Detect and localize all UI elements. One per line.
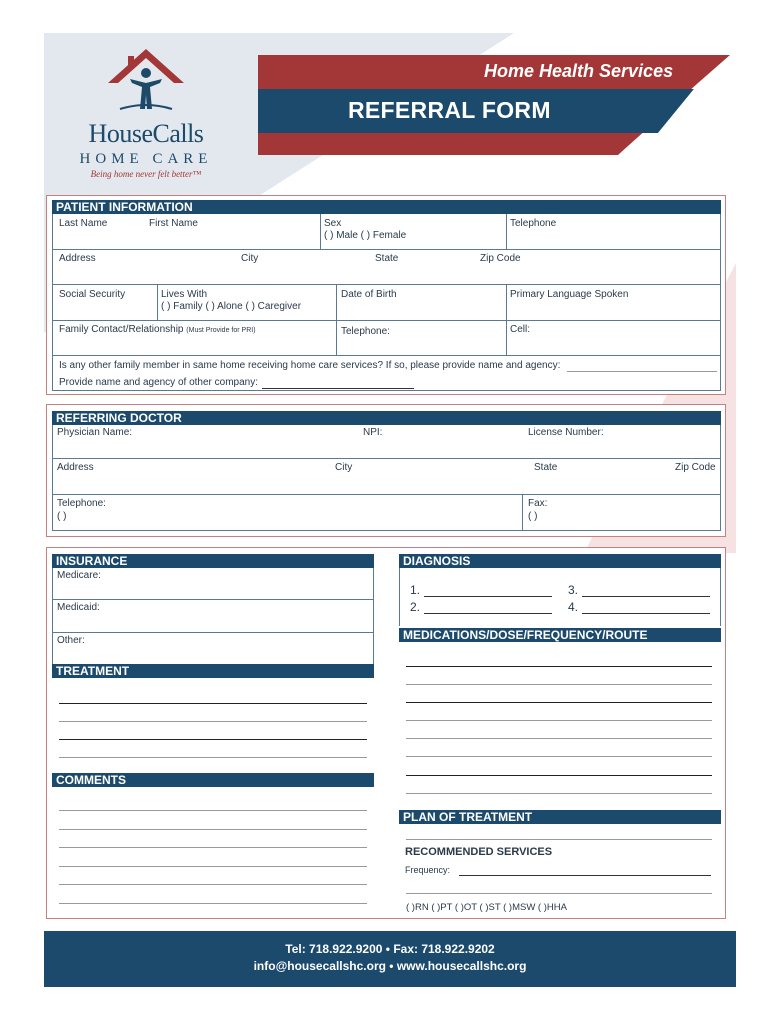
patient-grid: [52, 214, 721, 391]
treatment-line-1[interactable]: [59, 703, 367, 704]
diagnosis-4-line[interactable]: [582, 613, 710, 614]
diagnosis-heading: DIAGNOSIS: [399, 554, 721, 568]
medication-line-2[interactable]: [406, 684, 712, 685]
first-name-field[interactable]: First Name: [149, 218, 198, 229]
patient-information-heading: PATIENT INFORMATION: [52, 200, 721, 214]
comments-line-4[interactable]: [59, 866, 367, 867]
comments-line-2[interactable]: [59, 829, 367, 830]
family-contact-field[interactable]: Family Contact/Relationship (Must Provide for PRI): [59, 324, 256, 335]
lives-with-options[interactable]: ( ) Family ( ) Alone ( ) Caregiver: [161, 301, 302, 312]
medicare-field[interactable]: Medicare:: [57, 570, 101, 581]
npi-field[interactable]: NPI:: [363, 427, 383, 438]
doctor-address-field[interactable]: Address: [57, 462, 94, 473]
frequency-line[interactable]: [459, 875, 711, 876]
doctor-city-field[interactable]: City: [335, 462, 353, 473]
recommended-services-label: RECOMMENDED SERVICES: [405, 846, 553, 858]
brand-name: HouseCalls: [88, 119, 204, 148]
referring-doctor-section: [46, 404, 726, 537]
brand-subtitle: HOME CARE: [79, 151, 213, 167]
insurance-grid: [52, 568, 374, 665]
diagnosis-1[interactable]: 1.: [410, 583, 421, 597]
doctor-telephone-field[interactable]: Telephone:: [57, 498, 106, 509]
footer-phone-fax: Tel: 718.922.9200 • Fax: 718.922.9202: [285, 942, 495, 956]
medication-line-5[interactable]: [406, 738, 712, 739]
address-field[interactable]: Address: [59, 253, 96, 264]
company-logo: [66, 45, 226, 195]
physician-name-field[interactable]: Physician Name:: [57, 427, 133, 438]
medication-line-6[interactable]: [406, 756, 712, 757]
form-title: REFERRAL FORM: [348, 97, 551, 123]
comments-line-3[interactable]: [59, 847, 367, 848]
plan-line[interactable]: [406, 839, 712, 840]
sex-options[interactable]: ( ) Male ( ) Female: [324, 230, 407, 241]
footer-email-website[interactable]: info@housecallshc.org • www.housecallshc.org: [253, 959, 527, 973]
service-banner: Home Health Services: [484, 61, 674, 81]
telephone-field[interactable]: Telephone: [510, 218, 557, 229]
medications-heading: MEDICATIONS/DOSE/FREQUENCY/ROUTE: [399, 628, 721, 642]
comments-heading: COMMENTS: [52, 773, 374, 787]
insurance-heading: INSURANCE: [52, 554, 374, 568]
primary-language-field[interactable]: Primary Language Spoken: [510, 289, 629, 300]
other-family-answer-line[interactable]: [567, 371, 717, 372]
house-person-icon: [106, 45, 186, 117]
doctor-telephone-area[interactable]: ( ): [57, 511, 67, 522]
city-field[interactable]: City: [241, 253, 259, 264]
treatment-line-4[interactable]: [59, 757, 367, 758]
last-name-field[interactable]: Last Name: [59, 218, 108, 229]
frequency-field[interactable]: Frequency:: [405, 865, 451, 875]
doctor-fax-field[interactable]: Fax:: [528, 498, 548, 509]
medication-line-3[interactable]: [406, 702, 712, 703]
contact-footer: [44, 931, 736, 987]
service-checkboxes[interactable]: ( )RN ( )PT ( )OT ( )ST ( )MSW ( )HHA: [406, 902, 567, 913]
comments-line-6[interactable]: [59, 903, 367, 904]
doctor-grid: [52, 425, 721, 531]
other-family-question: Is any other family member in same home receiving home care services? If so, please provide name and agency:: [59, 360, 561, 371]
zip-field[interactable]: Zip Code: [480, 253, 521, 264]
diagnosis-1-line[interactable]: [424, 596, 552, 597]
plan-of-treatment-heading: PLAN OF TREATMENT: [399, 810, 721, 824]
cell-field[interactable]: Cell:: [510, 324, 531, 335]
referring-doctor-heading: REFERRING DOCTOR: [52, 411, 721, 425]
comments-line-5[interactable]: [59, 884, 367, 885]
doctor-fax-area[interactable]: ( ): [528, 511, 538, 522]
diagnosis-2-line[interactable]: [424, 613, 552, 614]
state-field[interactable]: State: [375, 253, 399, 264]
medicaid-field[interactable]: Medicaid:: [57, 602, 100, 613]
family-telephone-field[interactable]: Telephone:: [341, 326, 390, 337]
referral-form-page: [44, 33, 736, 995]
patient-information-section: [46, 195, 726, 395]
plan-line-2[interactable]: [406, 893, 712, 894]
diagnosis-3[interactable]: 3.: [568, 583, 579, 597]
other-company-field: Provide name and agency of other company:: [59, 377, 259, 388]
diagnosis-grid: [399, 568, 721, 626]
diagnosis-4[interactable]: 4.: [568, 600, 579, 614]
treatment-line-2[interactable]: [59, 721, 367, 722]
medication-line-7[interactable]: [406, 775, 712, 776]
social-security-field[interactable]: Social Security: [59, 289, 126, 300]
other-insurance-field[interactable]: Other:: [57, 635, 85, 646]
clinical-section: [46, 547, 726, 919]
treatment-heading: TREATMENT: [52, 664, 374, 678]
date-of-birth-field[interactable]: Date of Birth: [341, 289, 397, 300]
medication-line-1[interactable]: [406, 666, 712, 667]
brand-tagline: Being home never felt better™: [90, 169, 202, 179]
diagnosis-2[interactable]: 2.: [410, 600, 421, 614]
lives-with-field[interactable]: Lives With: [161, 289, 208, 300]
treatment-line-3[interactable]: [59, 739, 367, 740]
comments-line-1[interactable]: [59, 810, 367, 811]
other-company-answer-line[interactable]: [262, 388, 414, 389]
doctor-zip-field[interactable]: Zip Code: [675, 462, 716, 473]
license-number-field[interactable]: License Number:: [528, 427, 604, 438]
sex-field[interactable]: Sex: [324, 218, 342, 229]
medication-line-8[interactable]: [406, 793, 712, 794]
doctor-state-field[interactable]: State: [534, 462, 558, 473]
diagnosis-3-line[interactable]: [582, 596, 710, 597]
medication-line-4[interactable]: [406, 720, 712, 721]
